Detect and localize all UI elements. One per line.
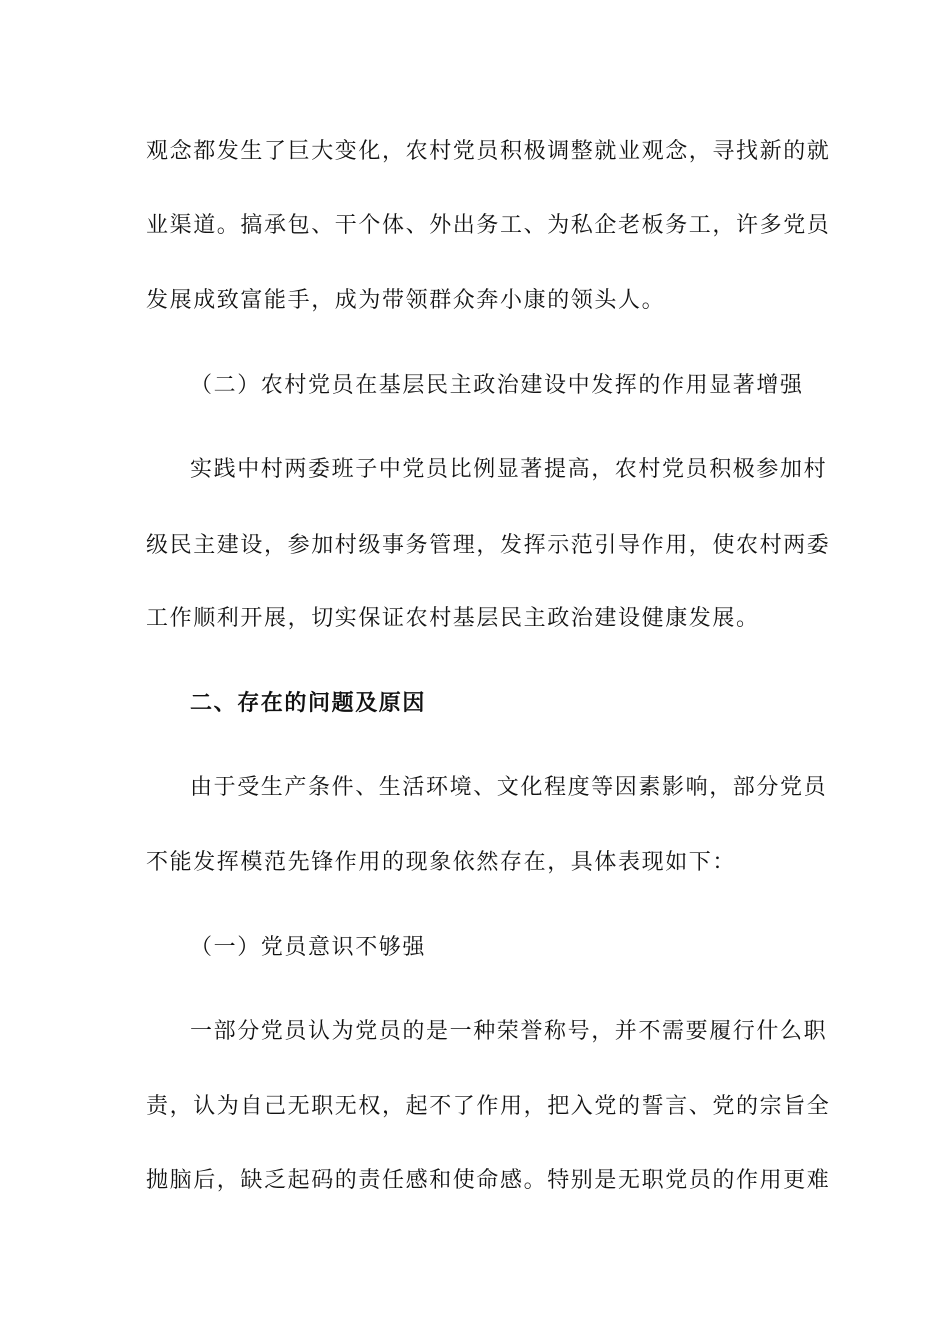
- paragraph-line: 一部分党员认为党员的是一种荣誉称号，并不需要履行什么职: [190, 1019, 828, 1044]
- paragraph-line: 业渠道。搞承包、干个体、外出务工、为私企老板务工，许多党员: [146, 213, 831, 238]
- paragraph-line: 由于受生产条件、生活环境、文化程度等因素影响，部分党员: [190, 775, 828, 800]
- section-subheading: （二）农村党员在基层民主政治建设中发挥的作用显著增强: [190, 373, 804, 398]
- paragraph-line: 观念都发生了巨大变化，农村党员积极调整就业观念，寻找新的就: [146, 139, 831, 164]
- paragraph-line: 责，认为自己无职无权，起不了作用，把入党的誓言、党的宗旨全: [146, 1094, 831, 1119]
- paragraph-line: 发展成致富能手，成为带领群众奔小康的领头人。: [146, 288, 666, 313]
- paragraph-line: 不能发挥模范先锋作用的现象依然存在，具体表现如下：: [146, 850, 737, 875]
- paragraph-line: 抛脑后，缺乏起码的责任感和使命感。特别是无职党员的作用更难: [146, 1168, 831, 1193]
- paragraph-line: 级民主建设，参加村级事务管理，发挥示范引导作用，使农村两委: [146, 533, 831, 558]
- section-heading: 二、存在的问题及原因: [190, 691, 427, 716]
- paragraph-line: 工作顺利开展，切实保证农村基层民主政治建设健康发展。: [146, 606, 760, 631]
- paragraph-line: 实践中村两委班子中党员比例显著提高，农村党员积极参加村: [190, 457, 828, 482]
- section-subheading: （一）党员意识不够强: [190, 935, 427, 960]
